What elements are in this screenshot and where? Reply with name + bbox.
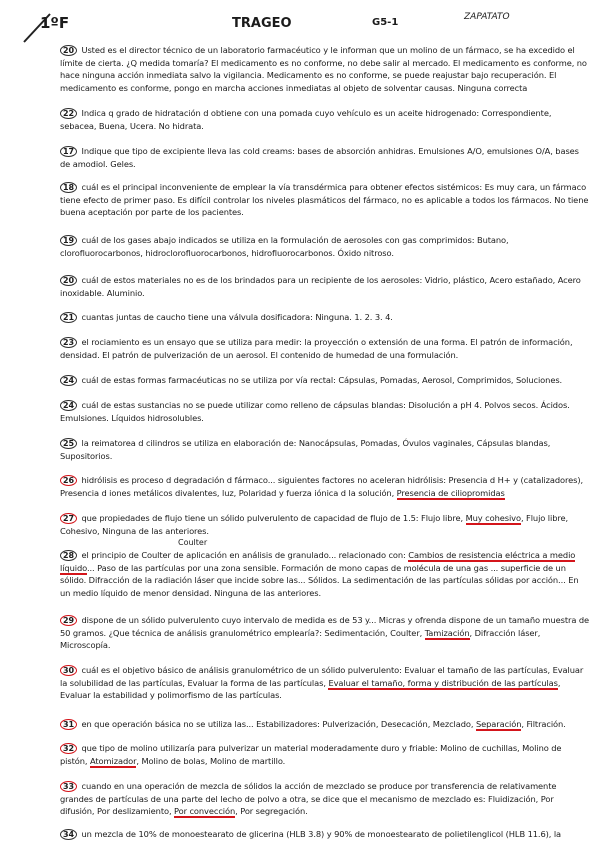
question-number: 21 [60, 312, 77, 323]
question-item [60, 742, 590, 767]
question-item [60, 512, 590, 537]
marked-answer: Separación [475, 719, 522, 729]
question-item [60, 399, 590, 424]
question-text-tail: ... Paso de las partículas por una zona sensible. Formación de mono capas de molécula de una gas ... superficie de un sólido. Difracción de la radiación láser que incide sobre las... Sólidos. La sedimentación de las partículas sólidas por acción... En un medio líquido de menor densidad. Ninguna de las anteriores. [60, 562, 579, 599]
question-item [60, 437, 590, 462]
question-item [60, 828, 590, 841]
handwritten-note-coulter: Coulter [178, 538, 208, 547]
marked-answer: Atomizador [89, 755, 137, 766]
marked-answer: Cambios de resistencia eléctrica a medio líquido [60, 550, 576, 573]
question-text: cuál de estas sustancias no se puede utilizar como relleno de cápsulas blandas: Disolución a pH 4. Polvos secos. Ácidos. Emulsiones. Líquidos hidrosolubles. [60, 400, 570, 423]
question-text: Usted es el director técnico de un laboratorio farmacéutico y le informan que un molino de un fármaco, se ha excedido el límite de cierta. ¿Q medida tomaría? El medicamento es no conforme, no debe salir al mercado. El medicamento es conforme, no hace ninguna acción inmediata salvo la vigilancia. Medicamento es no conforme, se puede reajustar bajo recuperación. El medicamento es conforme, pongo en marcha acciones inmediatas al objeto de solventar causas. Ninguna correcta [60, 45, 587, 94]
question-number: 24 [60, 400, 77, 411]
question-item [60, 145, 590, 170]
question-text: cuál de estas formas farmacéuticas no se utiliza por vía rectal: Cápsulas, Pomadas, Aerosol, Comprimidos, Soluciones. [81, 375, 563, 385]
question-item [60, 614, 590, 652]
handwritten-annotation: ZAPATATO [464, 12, 510, 22]
question-text-tail: , Molino de bolas, Molino de martillo. [136, 755, 286, 766]
question-item [60, 336, 590, 361]
question-number: 19 [60, 235, 77, 246]
question-item [60, 374, 590, 387]
question-item [60, 664, 590, 702]
question-text: que propiedades de flujo tiene un sólido pulverulento de capacidad de flujo de 1.5: Flujo libre, [81, 513, 466, 523]
question-text: en que operación básica no se utiliza las... Estabilizadores: Pulverización, Desecación, Mezclado, [81, 719, 476, 729]
question-number: 26 [60, 475, 77, 486]
question-number: 29 [60, 615, 77, 626]
question-text: el principio de Coulter de aplicación en análisis de granulado... relacionado con: [81, 550, 409, 560]
question-number: 33 [60, 781, 77, 792]
question-text: Indica q grado de hidratación d obtiene con una pomada cuyo vehículo es un aceite hidrogenado: Correspondiente, sebacea, Buena, Ucera. No hidrata. [60, 108, 552, 131]
question-item [60, 107, 590, 132]
question-number: 30 [60, 665, 77, 676]
question-text: cuantas juntas de caucho tiene una válvula dosificadora: Ninguna. 1. 2. 3. 4. [81, 312, 393, 322]
question-item [60, 234, 590, 259]
question-number: 31 [60, 719, 77, 730]
question-text: cuál de estos materiales no es de los brindados para un recipiente de los aerosoles: Vidrio, plástico, Acero estañado, Acero inoxidable. Aluminio. [60, 275, 581, 298]
question-text: que tipo de molino utilizaría para pulverizar un material moderadamente duro y friable: Molino de cuchillas, Molino de pistón, [60, 743, 562, 766]
marked-answer: Tamización [424, 627, 470, 638]
question-number: 22 [60, 108, 77, 119]
class-number: 1ºF [40, 14, 70, 32]
group-code: G5-1 [372, 17, 399, 28]
question-text: la reimatorea d cilindros se utiliza en elaboración de: Nanocápsulas, Pomadas, Óvulos vaginales, Cápsulas blandas, Supositorios. [60, 438, 551, 461]
question-item [60, 718, 590, 731]
question-number: 25 [60, 438, 77, 449]
question-text-tail: , Filtración. [521, 719, 566, 729]
question-text: dispone de un sólido pulverulento cuyo intervalo de medida es de 53 y... Micras y ofrenda dispone de un tamaño muestra de 50 gramos. ¿Que técnica de análisis granulométrico emplearía?: Sedimentación, Coulter, [60, 615, 590, 638]
question-number: 23 [60, 337, 77, 348]
question-number: 24 [60, 375, 77, 386]
question-number: 18 [60, 182, 77, 193]
document-title: TRAGEO [232, 16, 292, 31]
question-item [60, 549, 590, 600]
question-text: un mezcla de 10% de monoestearato de glicerina (HLB 3.8) y 90% de monoestearato de polietilenglicol (HLB 11.6), la [81, 829, 562, 839]
question-text-tail: , Por segregación. [235, 806, 308, 817]
question-number: 20 [60, 275, 77, 286]
question-number: 17 [60, 146, 77, 157]
marked-answer: Presencia de ciliopromidas [396, 487, 505, 498]
question-number: 20 [60, 45, 77, 56]
question-number: 34 [60, 829, 77, 840]
question-number: 27 [60, 513, 77, 524]
question-text-tail: , Difracción láser, Microscopía. [60, 627, 541, 651]
question-item [60, 474, 590, 499]
question-text: cuál es el objetivo básico de análisis granulométrico de un sólido pulverulento: Evaluar el tamaño de las partículas, Evaluar la solubilidad de las partículas, Evaluar la forma de las partículas, [60, 665, 584, 688]
marked-answer: Evaluar el tamaño, forma y distribución de las partículas [328, 677, 558, 688]
question-item [60, 44, 590, 95]
question-number: 32 [60, 743, 77, 754]
question-text: cuando en una operación de mezcla de sólidos la acción de mezclado se produce por transferencia de relativamente grandes de partículas de una parte del lecho de polvo a otra, se dice que el mecanismo de mezclado es: Fluidización, Por difusión, Por deslizamiento, [60, 781, 557, 817]
question-text: Indique que tipo de excipiente lleva las cold creams: bases de absorción anhidras. Emulsiones A/O, emulsiones O/A, bases de amodiol. Geles. [60, 146, 579, 169]
question-text: hidrólisis es proceso d degradación d fármaco... siguientes factores no aceleran hidrólisis: Presencia d H+ y (catalizadores), Presencia d iones metálicos divalentes, luz, Polaridad y fuerza iónica d la solución, [60, 475, 584, 498]
question-text-tail: , Evaluar la estabilidad y polimorfismo de las partículas. [60, 677, 561, 701]
question-item [60, 311, 590, 324]
question-text: el rociamiento es un ensayo que se utiliza para medir: la proyección o extensión de una forma. El patrón de información, densidad. El patrón de pulverización de un aerosol. El contenido de humedad de una formulación. [60, 337, 573, 360]
question-number: 28 [60, 550, 77, 561]
question-item [60, 274, 590, 299]
question-text-tail: , Flujo libre, Cohesivo, Ninguna de las anteriores. [60, 513, 569, 536]
question-text: cuál es el principal inconveniente de emplear la vía transdérmica para obtener efectos sistémicos: Es muy cara, un fármaco tiene efecto de primer paso. Es difícil controlar los niveles plasmáticos del fármaco, no es aplicable a todos los fármacos. No tiene buena aceptación por parte de los pacientes. [60, 182, 589, 218]
marked-answer: Muy cohesivo [465, 513, 521, 523]
marked-answer: Por convección [174, 806, 236, 817]
question-text: cuál de los gases abajo indicados se utiliza en la formulación de aerosoles con gas comprimidos: Butano, clorofluorocarbonos, hidroclorofluorocarbonos, hidrofluorocarbonos. Óxido nitroso. [60, 235, 509, 258]
question-item [60, 780, 590, 818]
question-item [60, 181, 590, 219]
